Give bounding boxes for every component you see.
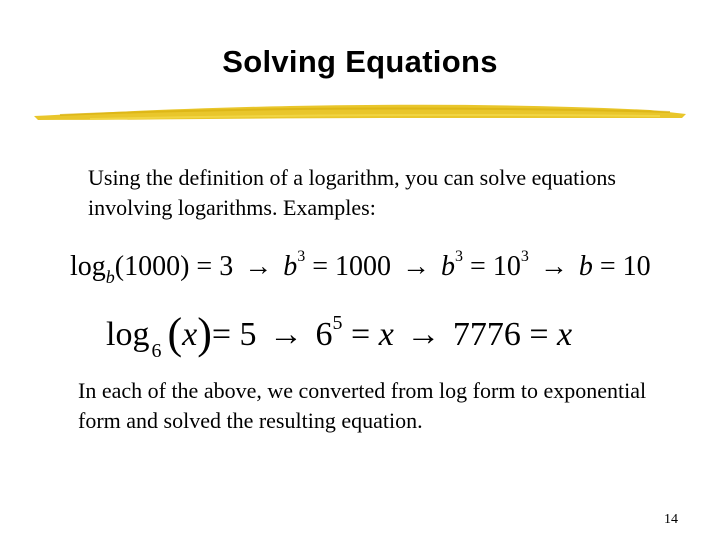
equation-1 [70,237,651,297]
arrow-icon: → [402,251,431,282]
arrow-icon: → [406,316,441,353]
eq2-var-x: x [557,316,573,353]
eq1-exponent: 3 [455,248,464,265]
arrow-icon: → [539,251,568,282]
slide-title: Solving Equations [222,44,498,79]
eq2-open-paren: ( [167,309,183,358]
conclusion-text: In each of the above, we converted from log form to exponential form and solved the resulting equation. [78,378,647,433]
arrow-icon: → [244,251,273,282]
page-number: 14 [664,512,678,527]
eq1-base: b [105,267,115,287]
eq2-value: 7776 = [452,316,558,353]
title-underline [30,96,690,126]
eq1-rhs: = 1000 [305,251,392,282]
eq2-var-x: x [378,316,394,353]
eq2-equals-5: = 5 [211,316,257,353]
eq1-argument: (1000) = 3 [114,251,234,282]
eq2-close-paren: ) [197,309,212,358]
eq1-var-b: b [441,251,456,282]
eq1-exponent: 3 [520,248,529,265]
eq1-result: = 10 [592,251,651,282]
eq1-var-b: b [283,251,298,282]
eq2-var-x: x [182,316,198,353]
eq1-exponent: 3 [297,248,306,265]
eq2-six: 6 [315,316,333,353]
eq1-var-b: b [578,251,593,282]
eq2-equals: = [342,316,379,353]
eq2-log: log [106,316,150,353]
arrow-icon: → [269,316,304,353]
eq2-exponent: 5 [332,312,343,334]
eq1-rhs: = 10 [463,251,521,282]
eq1-log: log [70,251,106,282]
eq2-base: 6 [151,340,162,362]
intro-text: Using the definition of a logarithm, you can solve equations involving logarithms. Examples: [88,165,616,220]
equation-2 [106,298,572,376]
